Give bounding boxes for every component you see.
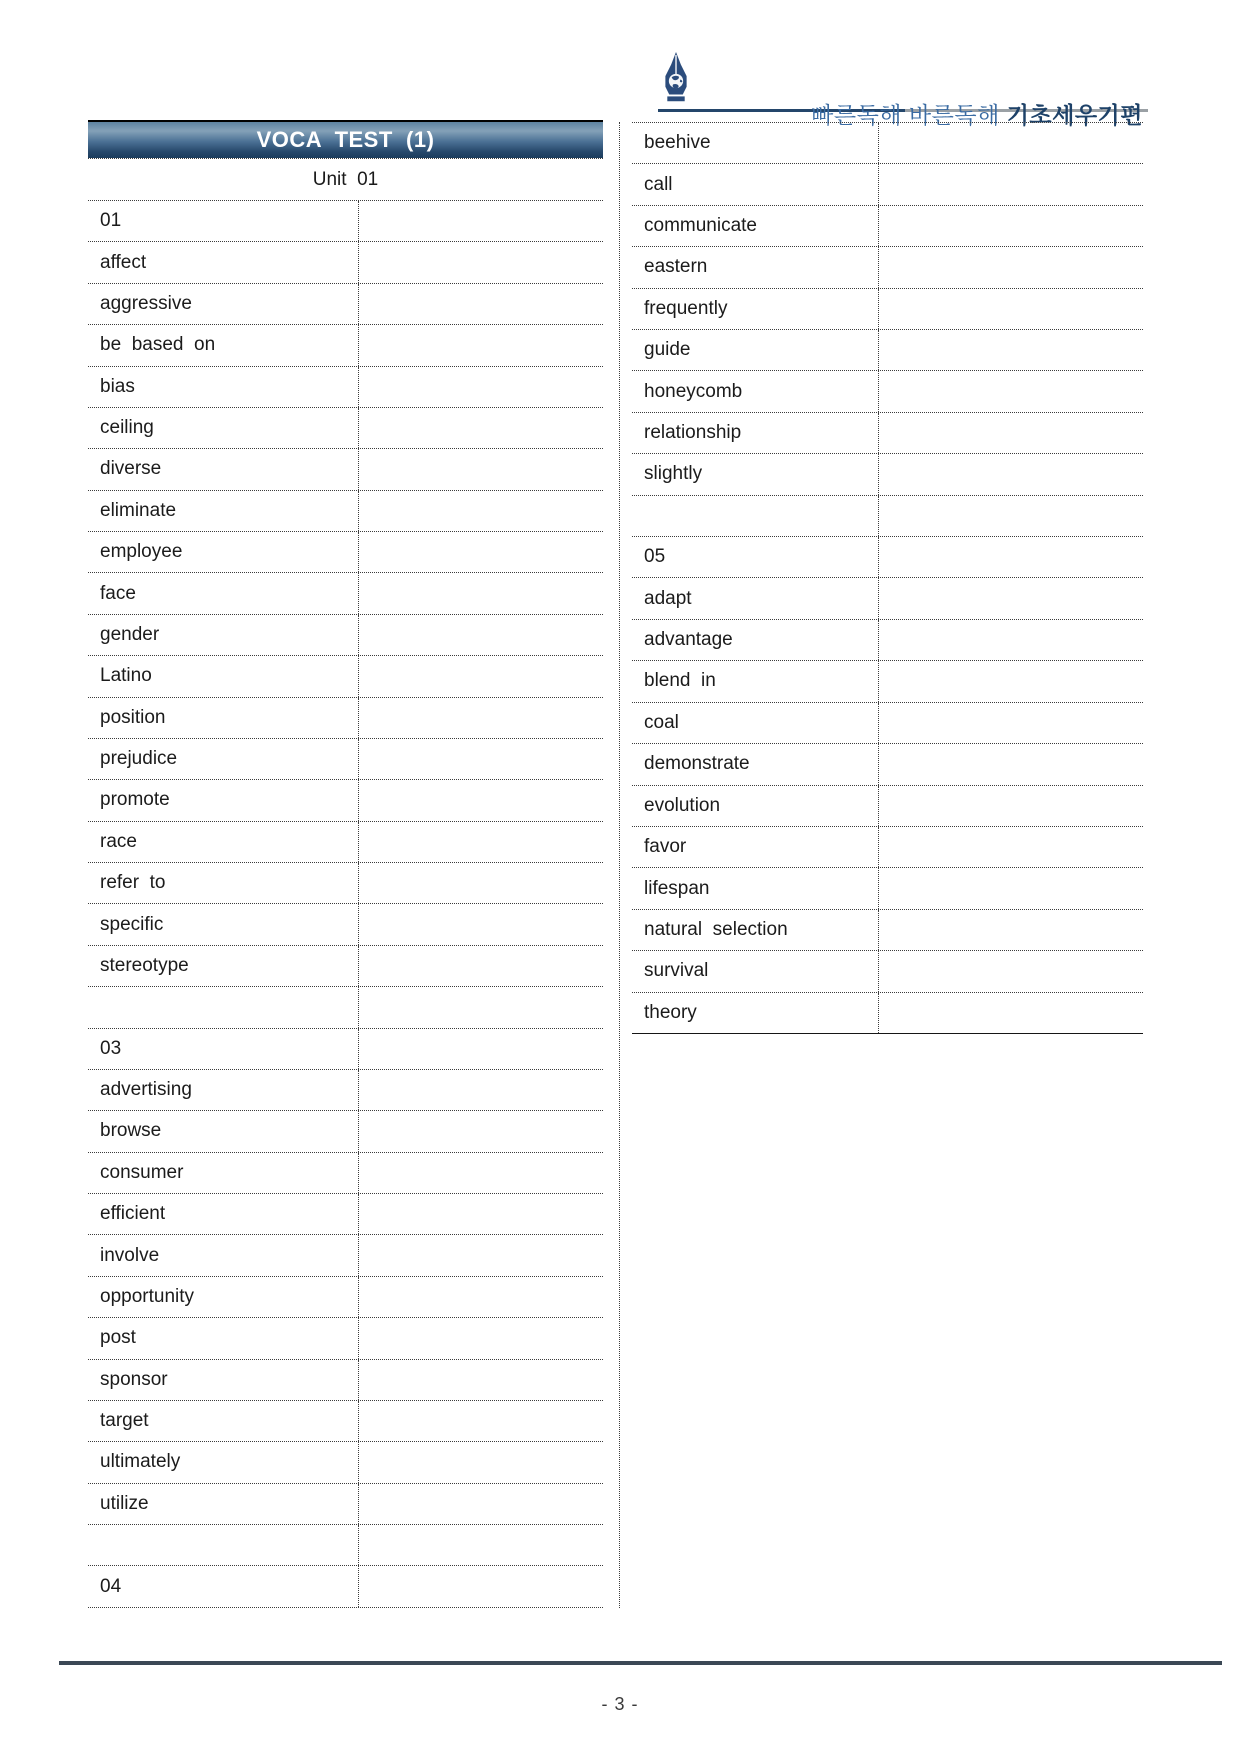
word-cell: advantage [632, 620, 879, 660]
word-cell: bias [88, 367, 359, 407]
answer-cell [359, 532, 604, 572]
word-row [88, 904, 603, 945]
answer-cell [359, 325, 604, 365]
word-cell: ultimately [88, 1442, 359, 1482]
word-cell: blend in [632, 661, 879, 701]
footer-rule [59, 1661, 1222, 1665]
word-row [632, 330, 1143, 371]
answer-cell [879, 786, 1143, 826]
answer-cell [359, 987, 604, 1027]
answer-cell [359, 1401, 604, 1441]
answer-cell [359, 1525, 604, 1565]
word-cell: relationship [632, 413, 879, 453]
word-cell: 01 [88, 201, 359, 241]
answer-cell [359, 1360, 604, 1400]
word-cell: involve [88, 1235, 359, 1275]
word-row [88, 739, 603, 780]
word-row [88, 491, 603, 532]
answer-cell [359, 284, 604, 324]
word-row [88, 1318, 603, 1359]
word-row [88, 615, 603, 656]
answer-cell [359, 573, 604, 613]
word-row [88, 946, 603, 987]
answer-cell [359, 491, 604, 531]
word-row [632, 868, 1143, 909]
word-cell: beehive [632, 123, 879, 163]
word-cell: Latino [88, 656, 359, 696]
answer-cell [359, 201, 604, 241]
answer-cell [879, 827, 1143, 867]
word-row [88, 1153, 603, 1194]
word-cell: guide [632, 330, 879, 370]
answer-cell [879, 454, 1143, 494]
word-cell: specific [88, 904, 359, 944]
word-row [632, 951, 1143, 992]
answer-cell [359, 1235, 604, 1275]
word-row [632, 164, 1143, 205]
book-title-regular: 빠른독해 바른독해 [811, 102, 1007, 128]
word-row [632, 703, 1143, 744]
word-cell: browse [88, 1111, 359, 1151]
word-cell: refer to [88, 863, 359, 903]
answer-cell [879, 289, 1143, 329]
word-row [632, 496, 1143, 537]
answer-cell [879, 868, 1143, 908]
answer-cell [879, 123, 1143, 163]
word-cell: 05 [632, 537, 879, 577]
answer-cell [879, 703, 1143, 743]
answer-cell [879, 744, 1143, 784]
word-row [632, 993, 1143, 1033]
answer-cell [359, 698, 604, 738]
answer-cell [879, 496, 1143, 536]
word-cell: survival [632, 951, 879, 991]
answer-cell [359, 822, 604, 862]
word-cell: slightly [632, 454, 879, 494]
word-row [88, 1525, 603, 1566]
word-row [88, 1070, 603, 1111]
word-row [88, 367, 603, 408]
word-row [632, 289, 1143, 330]
word-row [88, 1442, 603, 1483]
voca-test-title-bar [88, 122, 603, 158]
word-row [632, 578, 1143, 619]
answer-cell [879, 206, 1143, 246]
word-row [88, 201, 603, 242]
word-row [88, 698, 603, 739]
left-word-rows [88, 201, 603, 1608]
answer-cell [359, 615, 604, 655]
answer-cell [359, 408, 604, 448]
answer-cell [879, 537, 1143, 577]
word-cell: natural selection [632, 910, 879, 950]
answer-cell [359, 367, 604, 407]
word-cell: evolution [632, 786, 879, 826]
vocab-table-left [88, 120, 603, 1608]
word-row [88, 408, 603, 449]
answer-cell [879, 951, 1143, 991]
word-cell: face [88, 573, 359, 613]
answer-cell [359, 1442, 604, 1482]
answer-cell [879, 371, 1143, 411]
answer-cell [359, 1153, 604, 1193]
word-row [88, 1360, 603, 1401]
word-row [632, 206, 1143, 247]
word-cell: be based on [88, 325, 359, 365]
answer-cell [879, 993, 1143, 1033]
answer-cell [359, 1277, 604, 1317]
answer-cell [359, 449, 604, 489]
word-row [88, 449, 603, 490]
answer-cell [879, 578, 1143, 618]
word-cell: stereotype [88, 946, 359, 986]
word-row [88, 1194, 603, 1235]
pen-nib-globe-icon [659, 52, 693, 108]
answer-cell [359, 1318, 604, 1358]
word-row [88, 1401, 603, 1442]
answer-cell [359, 242, 604, 282]
word-row [632, 744, 1143, 785]
word-cell: utilize [88, 1484, 359, 1524]
answer-cell [879, 164, 1143, 204]
word-row [88, 822, 603, 863]
word-cell: advertising [88, 1070, 359, 1110]
word-row [88, 325, 603, 366]
answer-cell [879, 247, 1143, 287]
word-cell [632, 496, 879, 536]
answer-cell [359, 904, 604, 944]
word-row [632, 413, 1143, 454]
word-row [88, 1484, 603, 1525]
answer-cell [359, 656, 604, 696]
answer-cell [359, 1566, 604, 1606]
word-cell: frequently [632, 289, 879, 329]
word-row [88, 1566, 603, 1607]
unit-label: Unit 01 [312, 168, 379, 190]
word-cell: communicate [632, 206, 879, 246]
word-row [632, 661, 1143, 702]
word-row [88, 863, 603, 904]
answer-cell [879, 620, 1143, 660]
answer-cell [879, 330, 1143, 370]
answer-cell [359, 863, 604, 903]
book-title-bold: 기초세우기편 [1006, 102, 1143, 128]
word-cell: diverse [88, 449, 359, 489]
answer-cell [359, 780, 604, 820]
answer-cell [359, 1070, 604, 1110]
word-row [88, 1111, 603, 1152]
word-row [632, 910, 1143, 951]
word-row [88, 780, 603, 821]
word-cell: eliminate [88, 491, 359, 531]
word-cell: theory [632, 993, 879, 1033]
answer-cell [359, 1029, 604, 1069]
word-row [88, 573, 603, 614]
unit-header [88, 158, 603, 201]
word-cell: opportunity [88, 1277, 359, 1317]
word-cell [88, 1525, 359, 1565]
word-row [632, 123, 1143, 164]
word-cell: eastern [632, 247, 879, 287]
word-cell: gender [88, 615, 359, 655]
word-row [632, 827, 1143, 868]
answer-cell [359, 1111, 604, 1151]
word-cell: consumer [88, 1153, 359, 1193]
word-cell: lifespan [632, 868, 879, 908]
word-cell: efficient [88, 1194, 359, 1234]
word-row [632, 537, 1143, 578]
answer-cell [359, 946, 604, 986]
answer-cell [879, 413, 1143, 453]
word-cell: aggressive [88, 284, 359, 324]
word-cell: honeycomb [632, 371, 879, 411]
vocab-table-right [632, 122, 1143, 1034]
word-cell: demonstrate [632, 744, 879, 784]
word-cell: coal [632, 703, 879, 743]
word-row [632, 247, 1143, 288]
word-cell: employee [88, 532, 359, 572]
answer-cell [359, 739, 604, 779]
right-word-rows [632, 123, 1143, 1033]
word-cell: favor [632, 827, 879, 867]
word-row [632, 454, 1143, 495]
answer-cell [879, 910, 1143, 950]
word-cell [88, 987, 359, 1027]
page-number: - 3 - [601, 1694, 639, 1714]
word-row [88, 1029, 603, 1070]
answer-cell [359, 1194, 604, 1234]
word-cell: affect [88, 242, 359, 282]
word-cell: post [88, 1318, 359, 1358]
column-separator [619, 122, 620, 1608]
word-cell: adapt [632, 578, 879, 618]
word-row [88, 532, 603, 573]
word-row [88, 656, 603, 697]
word-cell: call [632, 164, 879, 204]
word-row [88, 242, 603, 283]
word-cell: 03 [88, 1029, 359, 1069]
word-cell: position [88, 698, 359, 738]
answer-cell [359, 1484, 604, 1524]
word-cell: target [88, 1401, 359, 1441]
word-row [632, 620, 1143, 661]
word-cell: promote [88, 780, 359, 820]
word-row [88, 1235, 603, 1276]
word-cell: race [88, 822, 359, 862]
answer-cell [879, 661, 1143, 701]
word-cell: ceiling [88, 408, 359, 448]
word-row [88, 1277, 603, 1318]
word-cell: prejudice [88, 739, 359, 779]
word-row [632, 786, 1143, 827]
word-row [88, 987, 603, 1028]
voca-test-title: VOCA TEST (1) [256, 127, 435, 152]
word-row [88, 284, 603, 325]
word-cell: sponsor [88, 1360, 359, 1400]
word-cell: 04 [88, 1566, 359, 1606]
word-row [632, 371, 1143, 412]
